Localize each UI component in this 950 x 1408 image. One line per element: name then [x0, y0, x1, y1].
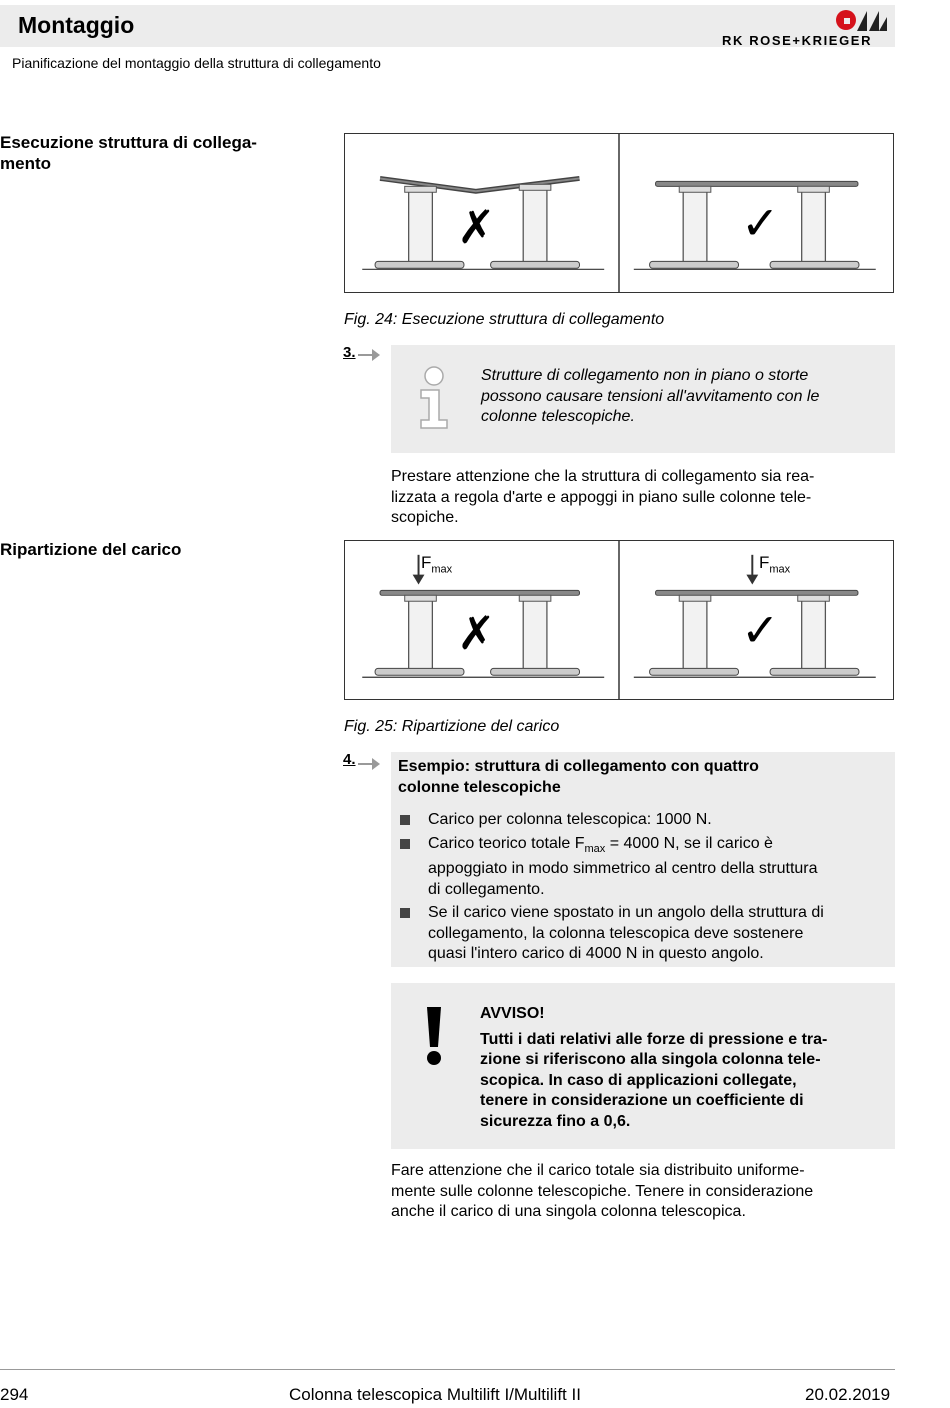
- footer-page-number: 294: [0, 1385, 29, 1404]
- page-title: Montaggio: [18, 12, 135, 38]
- info-note-text: Strutture di collegamento non in piano o storte possono causare tensioni all'avvitamento con le colonne telescopiche.: [481, 367, 820, 425]
- logo-icon: [835, 7, 887, 33]
- example-bullet-list: [391, 807, 891, 965]
- warning-text: Tutti i dati relativi alle forze di pressione e tra- zione si riferiscono alla singola colonna tele- scopica. In caso di applicazioni collegate, tenere in considerazione un coefficiente di sicurezza fino a 0,6.: [480, 1030, 828, 1130]
- check-mark-icon: ✓: [741, 197, 780, 249]
- info-icon: [417, 366, 451, 430]
- figure-24-caption: Fig. 24: Esecuzione struttura di collegamento: [344, 311, 665, 328]
- check-mark-icon: ✓: [741, 604, 780, 656]
- force-label-left: $F_{max}$: [421, 553, 453, 576]
- warning-content: [480, 1004, 892, 1132]
- logo-text: RK ROSE+KRIEGER: [722, 33, 873, 48]
- warning-title: AVVISO!: [480, 1005, 545, 1022]
- step-number-3: 3.: [343, 344, 356, 361]
- figure-24: [344, 133, 894, 293]
- footer-divider: [0, 1369, 895, 1370]
- list-item: Carico teorico totale $F_{max} = 4000$ N, se il carico è appoggiato in modo simmetrico al centro della struttura di collegamento.: [391, 834, 891, 901]
- bullet-icon: [400, 908, 410, 918]
- figure-25: [344, 540, 894, 700]
- figure-24-drawing: [345, 134, 893, 292]
- warning-box: [391, 983, 895, 1149]
- bullet-icon: [400, 815, 410, 825]
- force-label-right: $F_{max}$: [759, 553, 791, 576]
- footer-product: Colonna telescopica Multilift I/Multilift II: [289, 1385, 581, 1404]
- bullet-icon: [400, 839, 410, 849]
- figure-25-caption: Fig. 25: Ripartizione del carico: [344, 718, 560, 735]
- closing-paragraph: Fare attenzione che il carico totale sia distribuito uniforme- mente sulle colonne telescopiche. Tenere in considerazione anche il carico di una singola colonna telescopica.: [391, 1162, 814, 1220]
- example-title: Esempio: struttura di collegamento con quattro colonne telescopiche: [398, 758, 759, 796]
- step-number-4: 4.: [343, 751, 356, 768]
- example-box: [391, 752, 895, 967]
- step-arrow-icon: [358, 758, 380, 770]
- wrong-mark-icon: ✗: [457, 201, 496, 253]
- section-heading-load: Ripartizione del carico: [0, 540, 182, 559]
- list-item: Se il carico viene spostato in un angolo della struttura di collegamento, la colonna telescopica deve sostenere quasi l'intero carico di 4000 N in questo angolo.: [391, 903, 891, 965]
- info-note: [391, 345, 895, 453]
- section-heading-execution: Esecuzione struttura di collega- mento: [0, 133, 257, 173]
- step3-paragraph: Prestare attenzione che la struttura di collegamento sia rea- lizzata a regola d'arte e appoggi in piano sulle colonne tele- scopiche.: [391, 468, 815, 526]
- footer-date: 20.02.2019: [805, 1385, 891, 1404]
- exclamation-icon: [425, 1007, 443, 1067]
- step-arrow-icon: [358, 349, 380, 361]
- list-item: Carico per colonna telescopica: 1000 N.: [391, 810, 891, 831]
- page-subtitle: Pianificazione del montaggio della struttura di collegamento: [12, 55, 381, 71]
- wrong-mark-icon: ✗: [457, 607, 496, 659]
